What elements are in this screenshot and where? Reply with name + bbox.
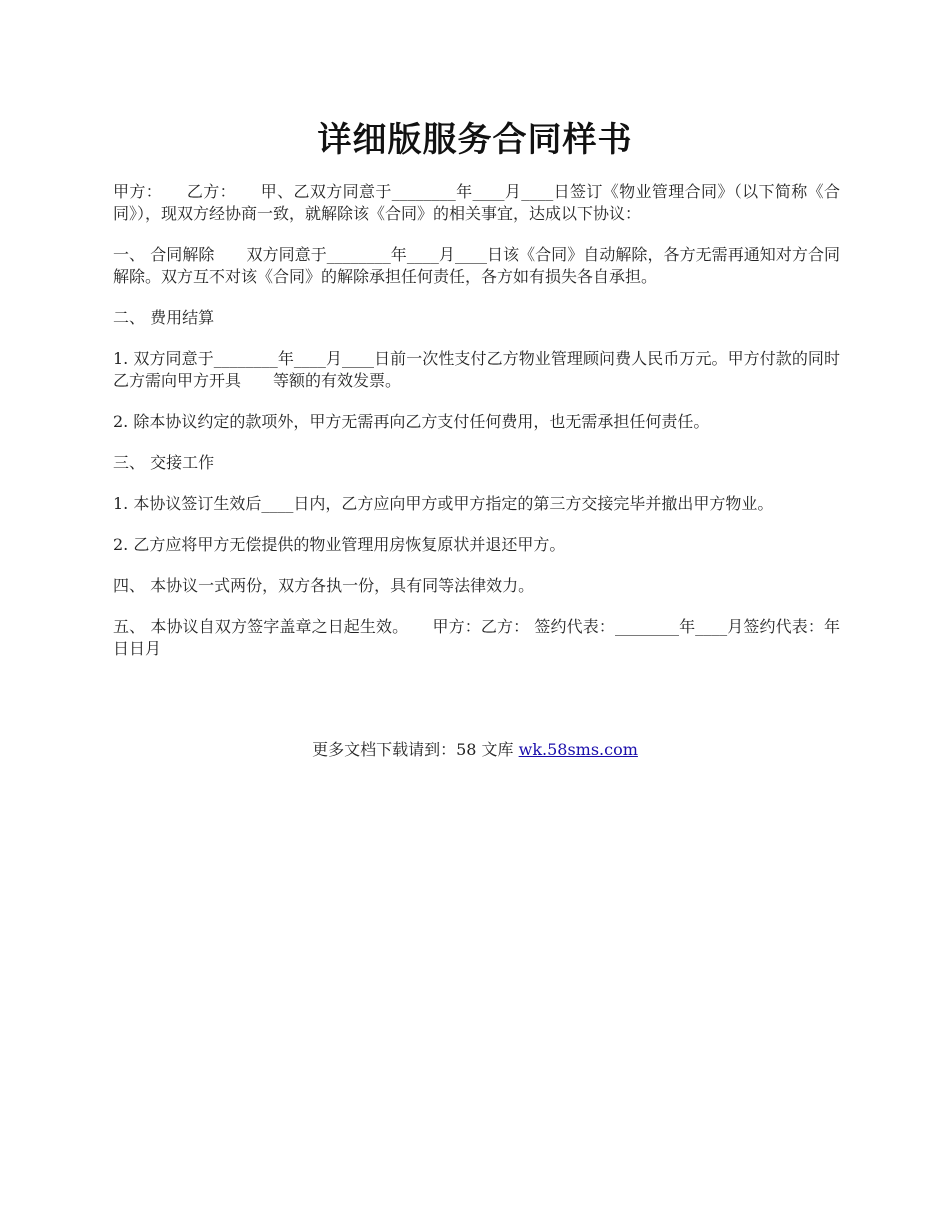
section-3-item-2: 2. 乙方应将甲方无偿提供的物业管理用房恢复原状并退还甲方。 — [113, 535, 566, 554]
section-4-paragraph: 四、 本协议一式两份，双方各执一份，具有同等法律效力。 — [113, 576, 535, 595]
section-3-heading: 三、 交接工作 — [113, 453, 215, 472]
section-5-signature-paragraph: 五、 本协议自双方签字盖章之日起生效。 甲方：乙方： 签约代表：________年____月签约代表：年日日月 — [113, 617, 840, 658]
section-2-item-2: 2. 除本协议约定的款项外，甲方无需再向乙方支付任何费用，也无需承担任何责任。 — [113, 412, 710, 431]
section-2-heading: 二、 费用结算 — [113, 308, 215, 327]
document-title: 详细版服务合同样书 — [317, 120, 633, 160]
download-footer — [0, 739, 950, 761]
section-3-item-1: 1. 本协议签订生效后____日内，乙方应向甲方或甲方指定的第三方交接完毕并撤出甲方物业。 — [113, 494, 774, 513]
footer-text: 更多文档下载请到：58 文库 — [312, 740, 519, 759]
section-2-item-1: 1. 双方同意于________年____月____日前一次性支付乙方物业管理顾问费人民币万元。甲方付款的同时乙方需向甲方开具 等额的有效发票。 — [113, 349, 840, 390]
document-body — [113, 181, 840, 679]
intro-paragraph: 甲方： 乙方： 甲、乙双方同意于________年____月____日签订《物业管理合同》（以下简称《合同》），现双方经协商一致，就解除该《合同》的相关事宜，达成以下协议： — [113, 182, 840, 223]
section-1-contract-termination: 一、 合同解除 双方同意于________年____月____日该《合同》自动解除，各方无需再通知对方合同解除。双方互不对该《合同》的解除承担任何责任，各方如有损失各自承担。 — [113, 245, 840, 286]
footer-link[interactable]: wk.58sms.com — [518, 740, 638, 759]
